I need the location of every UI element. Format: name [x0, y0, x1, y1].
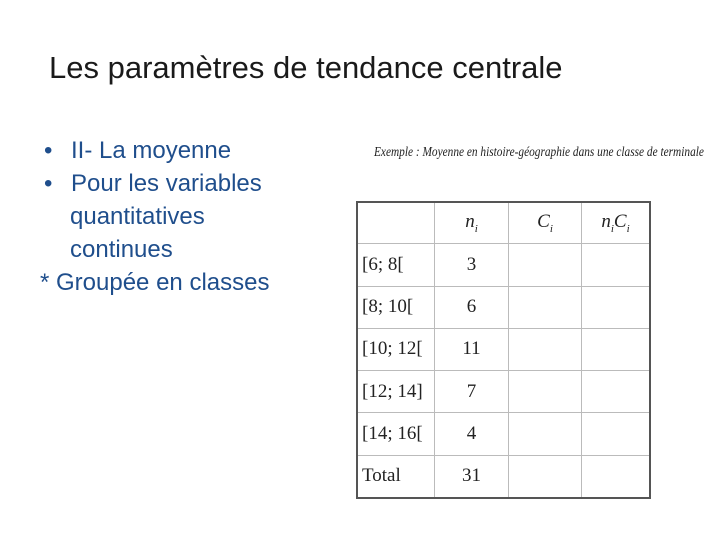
bullet-text: continues — [70, 236, 173, 263]
bullet-list — [40, 134, 270, 299]
cell-nici — [582, 455, 651, 498]
bullet-text: II- La moyenne — [71, 137, 232, 164]
table-row — [357, 286, 650, 328]
cell-ni: 11 — [435, 328, 509, 370]
cell-class: [14; 16[ — [357, 413, 435, 455]
header-ci: $C_i$ — [509, 202, 582, 244]
slide-title: Les paramètres de tendance centrale — [49, 50, 563, 85]
header-class — [357, 202, 435, 244]
cell-ni: 7 — [435, 371, 509, 413]
bullet-continuation — [44, 200, 269, 233]
bullet-text: Pour les variables — [71, 170, 262, 197]
cell-ci — [509, 413, 582, 455]
cell-class: [8; 10[ — [357, 286, 435, 328]
bullet-item — [44, 167, 269, 200]
cell-class: Total — [357, 455, 435, 498]
header-nici: $n_iC_i$ — [582, 202, 651, 244]
cell-ci — [509, 244, 582, 286]
cell-nici — [582, 371, 651, 413]
example-caption: Exemple : Moyenne en histoire-géographie dans une classe de terminale — [374, 144, 704, 159]
cell-ci — [509, 286, 582, 328]
cell-nici — [582, 286, 651, 328]
cell-nici — [582, 413, 651, 455]
header-ni: $n_i$ — [435, 202, 509, 244]
cell-ci — [509, 328, 582, 370]
cell-class: [6; 8[ — [357, 244, 435, 286]
table-row — [357, 328, 650, 370]
cell-ni: 4 — [435, 413, 509, 455]
cell-class: [10; 12[ — [357, 328, 435, 370]
cell-nici — [582, 244, 651, 286]
table-row — [357, 371, 650, 413]
cell-class: [12; 14] — [357, 371, 435, 413]
bullet-item — [44, 134, 269, 167]
cell-nici — [582, 328, 651, 370]
cell-ni: 31 — [435, 455, 509, 498]
bullet-continuation — [44, 233, 269, 266]
cell-ni: 3 — [435, 244, 509, 286]
sub-heading — [40, 266, 269, 299]
cell-ci — [509, 371, 582, 413]
table-row — [357, 413, 650, 455]
bullet-text: * Groupée en classes — [40, 269, 270, 296]
table-total-row — [357, 455, 650, 498]
frequency-table — [356, 201, 651, 499]
cell-ci — [509, 455, 582, 498]
bullet-marker: • — [44, 137, 53, 164]
table-header-row — [357, 202, 650, 244]
bullet-marker: • — [44, 170, 53, 197]
bullet-text: quantitatives — [70, 203, 205, 230]
table-row — [357, 244, 650, 286]
cell-ni: 6 — [435, 286, 509, 328]
